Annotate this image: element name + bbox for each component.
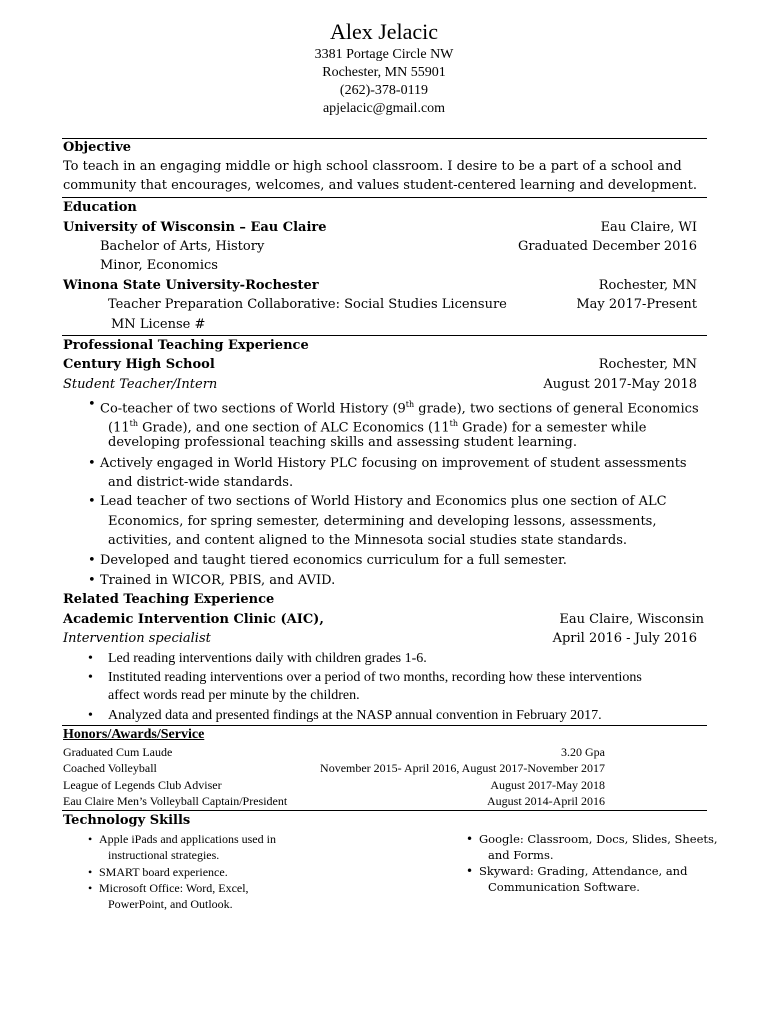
degree: Bachelor of Arts, History	[100, 239, 265, 254]
address-line-2: Rochester, MN 55901	[322, 65, 446, 80]
honor-detail: August 2017-May 2018	[490, 778, 605, 792]
job-title: Student Teacher/Intern	[63, 377, 218, 392]
school-location: Eau Claire, WI	[600, 220, 697, 235]
section-divider	[62, 810, 707, 811]
bullet-icon: •	[88, 881, 93, 895]
section-heading-honors: Honors/Awards/Service	[63, 727, 205, 742]
experience-bullet-line: activities, and content aligned to the Minnesota social studies state standards.	[108, 533, 628, 548]
section-heading-objective: Objective	[63, 140, 132, 155]
bullet-icon: •	[466, 832, 474, 846]
tech-skill-line: Skyward: Grading, Attendance, and	[479, 864, 688, 878]
section-divider	[62, 197, 707, 198]
experience-bullet-line: Economics, for spring semester, determining and developing lessons, assessments,	[108, 514, 657, 529]
school-name: University of Wisconsin – Eau Claire	[63, 220, 327, 235]
job-dates: April 2016 - July 2016	[552, 631, 697, 646]
section-heading-education: Education	[63, 200, 137, 215]
honor-item: Coached Volleyball	[63, 761, 157, 775]
honor-item: Graduated Cum Laude	[63, 745, 173, 759]
objective-text-line: community that encourages, welcomes, and values student-centered learning and development.	[63, 178, 698, 193]
program-dates: May 2017-Present	[576, 297, 697, 312]
license: MN License #	[111, 317, 206, 332]
experience-bullet-line: Analyzed data and presented findings at the NASP annual convention in February 2017.	[108, 708, 602, 723]
bullet-icon: •	[88, 397, 96, 412]
employer-name: Century High School	[63, 357, 215, 372]
experience-bullet-line: Led reading interventions daily with children grades 1-6.	[108, 651, 427, 666]
section-heading-technology: Technology Skills	[63, 813, 191, 828]
bullet-icon: •	[88, 865, 93, 879]
address-line-1: 3381 Portage Circle NW	[314, 47, 454, 62]
honor-item: Eau Claire Men’s Volleyball Captain/President	[63, 794, 288, 808]
tech-skill-line: Microsoft Office: Word, Excel,	[99, 881, 249, 895]
experience-bullet-line: and district-wide standards.	[108, 475, 294, 490]
experience-bullet-line: Co-teacher of two sections of World History (9th grade), two sections of general Economics	[100, 400, 699, 417]
objective-text-line: To teach in an engaging middle or high school classroom. I desire to be a part of a school and	[63, 159, 682, 174]
bullet-icon: •	[88, 573, 96, 588]
bullet-icon: •	[88, 553, 96, 568]
tech-skill-line: instructional strategies.	[108, 848, 220, 862]
experience-bullet-line: affect words read per minute by the children.	[108, 688, 360, 703]
tech-skill-line: Communication Software.	[488, 880, 640, 894]
job-dates: August 2017-May 2018	[543, 377, 697, 392]
school-location: Rochester, MN	[598, 278, 697, 293]
honor-item: League of Legends Club Adviser	[63, 778, 222, 792]
honor-detail: August 2014-April 2016	[487, 794, 605, 808]
tech-skill-line: Google: Classroom, Docs, Slides, Sheets,	[479, 832, 718, 846]
bullet-icon: •	[88, 832, 93, 846]
experience-bullet-line: Developed and taught tiered economics curriculum for a full semester.	[100, 553, 567, 568]
tech-skill-line: PowerPoint, and Outlook.	[108, 897, 233, 911]
section-heading-professional: Professional Teaching Experience	[63, 338, 309, 353]
bullet-icon: •	[88, 670, 93, 685]
program: Teacher Preparation Collaborative: Social Studies Licensure	[108, 297, 507, 312]
bullet-icon: •	[88, 708, 93, 723]
graduation-date: Graduated December 2016	[517, 239, 697, 254]
bullet-icon: •	[88, 651, 93, 666]
school-name: Winona State University-Rochester	[63, 278, 319, 293]
honor-detail: November 2015- April 2016, August 2017-November 2017	[320, 761, 605, 775]
employer-location: Rochester, MN	[598, 357, 697, 372]
section-divider	[62, 138, 707, 139]
honor-detail: 3.20 Gpa	[561, 745, 605, 759]
employer-name: Academic Intervention Clinic (AIC),	[63, 612, 324, 627]
experience-bullet-line: developing professional teaching skills and assessing student learning.	[108, 435, 577, 450]
bullet-icon: •	[88, 456, 96, 471]
resume-name: Alex Jelacic	[329, 19, 439, 44]
experience-bullet-line: Trained in WICOR, PBIS, and AVID.	[100, 573, 336, 588]
employer-location: Eau Claire, Wisconsin	[559, 612, 704, 627]
tech-skill-line: Apple iPads and applications used in	[99, 832, 276, 846]
phone-number: (262)-378-0119	[339, 83, 429, 98]
bullet-icon: •	[466, 864, 474, 878]
experience-bullet-line: Lead teacher of two sections of World History and Economics plus one section of ALC	[100, 494, 667, 509]
minor: Minor, Economics	[100, 258, 218, 273]
experience-bullet-line: Actively engaged in World History PLC focusing on improvement of student assessments	[100, 456, 687, 471]
experience-bullet-line: (11th Grade), and one section of ALC Economics (11th Grade) for a semester while	[108, 419, 647, 436]
experience-bullet-line: Instituted reading interventions over a period of two months, recording how these interventions	[108, 670, 642, 685]
bullet-icon: •	[88, 494, 96, 509]
section-heading-related: Related Teaching Experience	[63, 592, 275, 607]
job-title: Intervention specialist	[63, 631, 211, 646]
tech-skill-line: and Forms.	[488, 848, 554, 862]
tech-skill-line: SMART board experience.	[99, 865, 228, 879]
email-address: apjelacic@gmail.com	[322, 101, 446, 116]
